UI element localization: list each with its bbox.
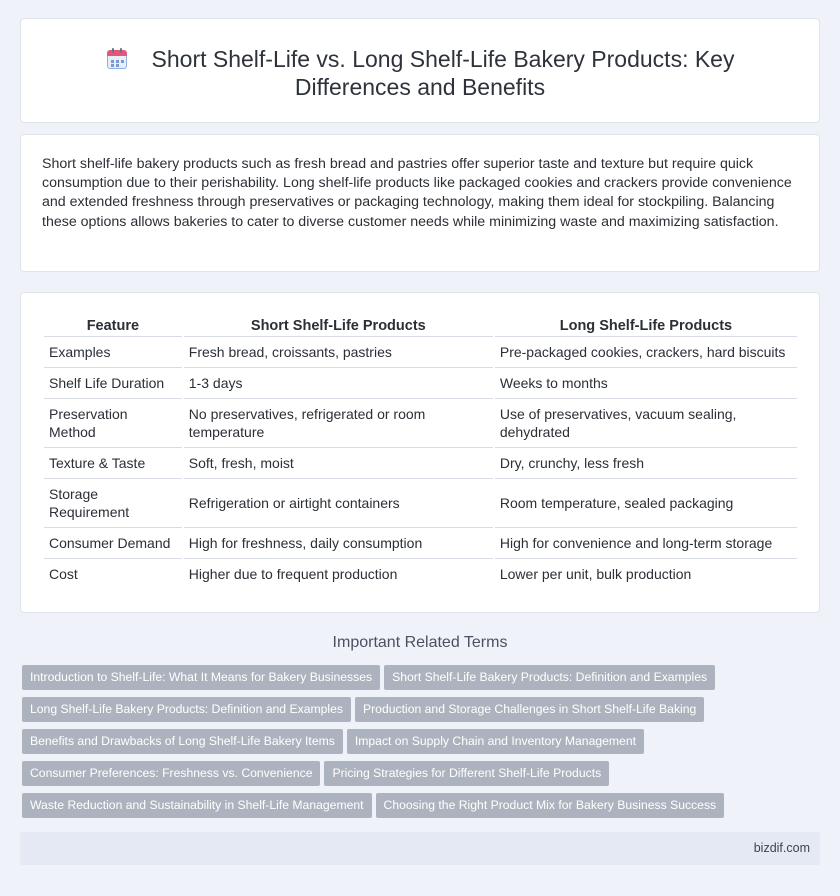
- footer-site-link[interactable]: bizdif.com: [753, 841, 810, 855]
- related-term-link[interactable]: Long Shelf-Life Bakery Products: Definition and Examples: [22, 697, 351, 722]
- short-cell: 1-3 days: [184, 368, 493, 399]
- table-row: [44, 528, 797, 559]
- intro-card: [20, 134, 820, 272]
- feature-cell: Examples: [44, 337, 182, 368]
- tag-row: [22, 793, 822, 825]
- header-long-shelf-life: Long Shelf-Life Products: [495, 317, 797, 337]
- related-term-link[interactable]: Short Shelf-Life Bakery Products: Definition and Examples: [384, 665, 715, 690]
- page-title-line-2: Differences and Benefits: [294, 74, 546, 100]
- related-term-link[interactable]: Consumer Preferences: Freshness vs. Convenience: [22, 761, 320, 786]
- feature-cell: Preservation Method: [44, 399, 182, 448]
- short-cell: Refrigeration or airtight containers: [184, 479, 493, 528]
- long-cell: Use of preservatives, vacuum sealing, dehydrated: [495, 399, 797, 448]
- related-term-link[interactable]: Benefits and Drawbacks of Long Shelf-Life Bakery Items: [22, 729, 343, 754]
- long-cell: Room temperature, sealed packaging: [495, 479, 797, 528]
- tag-row: [22, 697, 822, 729]
- related-term-link[interactable]: Choosing the Right Product Mix for Bakery Business Success: [376, 793, 725, 818]
- table-row: [44, 448, 797, 479]
- feature-cell: Cost: [49, 566, 78, 582]
- short-cell: No preservatives, refrigerated or room temperature: [184, 399, 493, 448]
- feature-cell: Storage Requirement: [44, 479, 182, 528]
- feature-cell: Consumer Demand: [44, 528, 182, 559]
- related-terms-heading: Important Related Terms: [332, 634, 508, 651]
- long-cell: Pre-packaged cookies, crackers, hard biscuits: [495, 337, 797, 368]
- feature-cell: Texture & Taste: [44, 448, 182, 479]
- calendar-icon: [106, 49, 128, 69]
- table-row: [44, 479, 797, 528]
- tag-row: [22, 761, 822, 793]
- feature-cell: Shelf Life Duration: [44, 368, 182, 399]
- header-feature: Feature: [44, 317, 182, 337]
- header-short-shelf-life: Short Shelf-Life Products: [184, 317, 493, 337]
- related-term-link[interactable]: Pricing Strategies for Different Shelf-Life Products: [324, 761, 609, 786]
- table-row: [44, 399, 797, 448]
- long-cell: Dry, crunchy, less fresh: [495, 448, 797, 479]
- related-term-link[interactable]: Production and Storage Challenges in Short Shelf-Life Baking: [355, 697, 704, 722]
- short-cell: Fresh bread, croissants, pastries: [184, 337, 493, 368]
- related-term-link[interactable]: Introduction to Shelf-Life: What It Means for Bakery Businesses: [22, 665, 380, 690]
- tag-row: [22, 729, 822, 761]
- comparison-table: [42, 317, 799, 589]
- related-term-link[interactable]: Impact on Supply Chain and Inventory Management: [347, 729, 644, 754]
- long-cell: High for convenience and long-term storage: [495, 528, 797, 559]
- page-title: [21, 45, 819, 101]
- title-card: [20, 18, 820, 123]
- long-cell: Lower per unit, bulk production: [499, 566, 692, 582]
- long-cell: Weeks to months: [495, 368, 797, 399]
- table-row: [44, 559, 797, 589]
- intro-paragraph: Short shelf-life bakery products such as fresh bread and pastries offer superior taste and texture but require quick consumption due to their perishability. Long shelf-life products like packaged cookies and crackers provide convenience and extended freshness through preservatives or packaging technology, making them ideal for stockpiling. Balancing these options allows bakeries to cater to diverse customer needs while minimizing waste and maximizing satisfaction.: [42, 156, 792, 230]
- short-cell: Soft, fresh, moist: [184, 448, 493, 479]
- table-row: [44, 368, 797, 399]
- related-terms-list: [22, 665, 822, 825]
- comparison-card: [20, 292, 820, 613]
- page-title-line-1: Short Shelf-Life vs. Long Shelf-Life Bakery Products: Key: [151, 46, 735, 72]
- short-cell: High for freshness, daily consumption: [184, 528, 493, 559]
- table-row: [44, 337, 797, 368]
- table-header-row: [44, 317, 797, 337]
- footer: [20, 832, 820, 865]
- short-cell: Higher due to frequent production: [188, 566, 398, 582]
- related-term-link[interactable]: Waste Reduction and Sustainability in Shelf-Life Management: [22, 793, 372, 818]
- tag-row: [22, 665, 822, 697]
